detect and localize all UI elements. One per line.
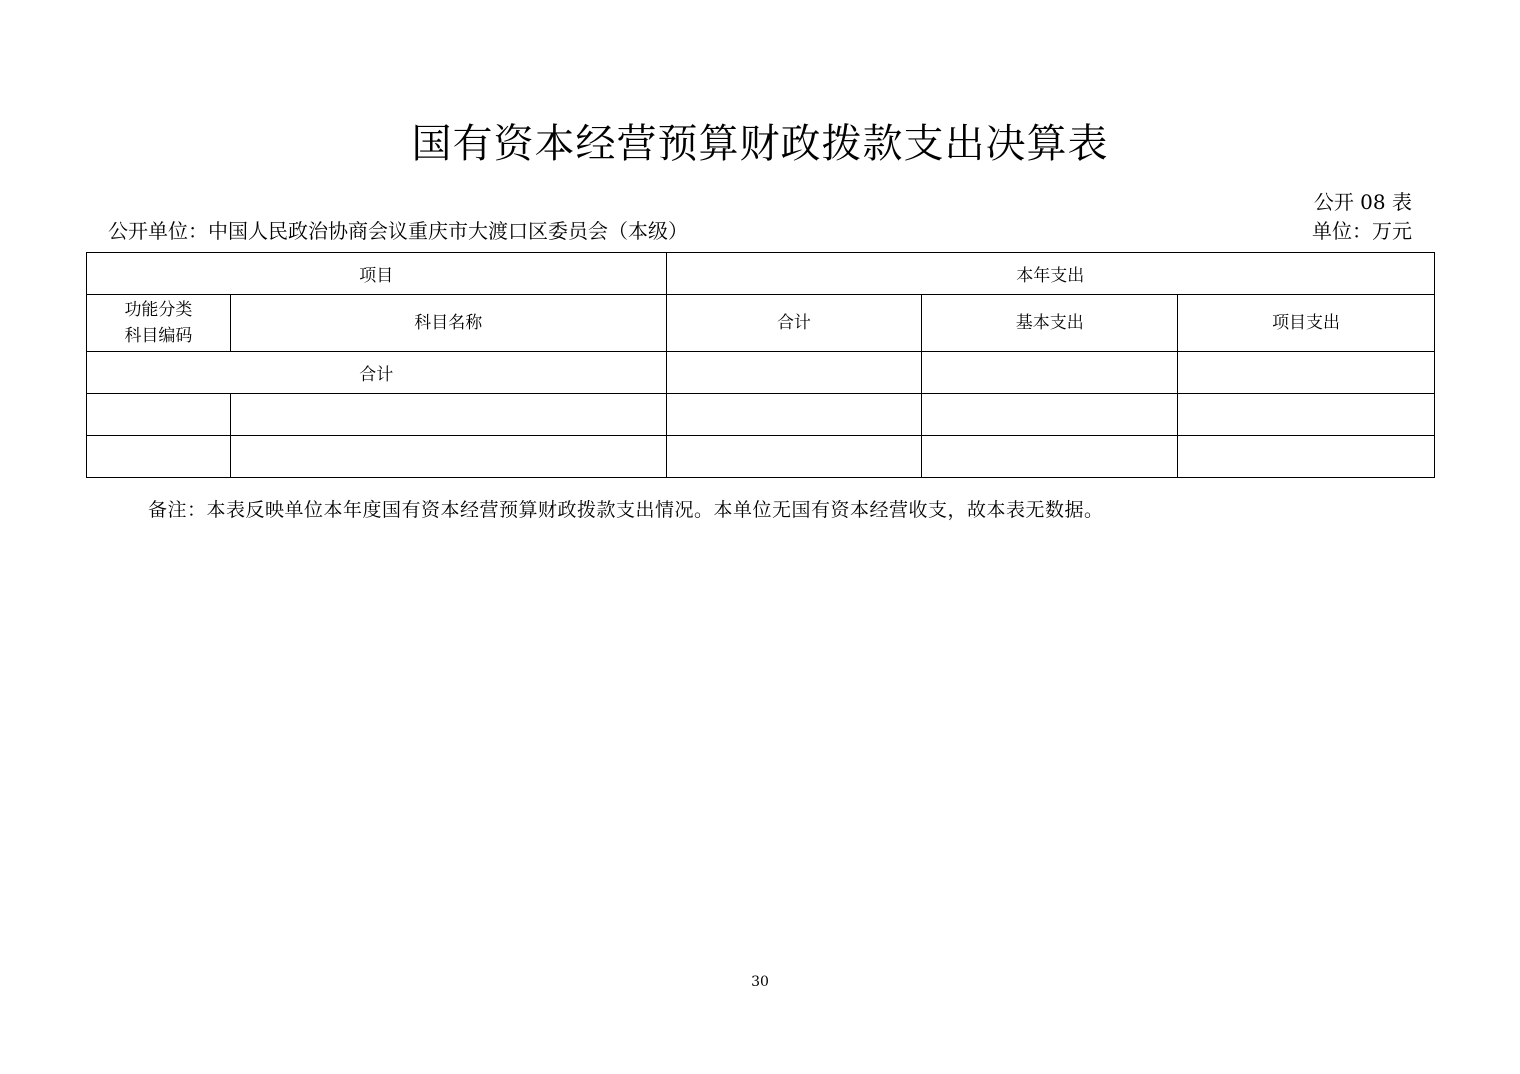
table-header-row: [87, 253, 1435, 295]
total-row: [87, 352, 1435, 394]
total-row-label: 合计: [87, 352, 667, 394]
reporting-unit: 公开单位：中国人民政治协商会议重庆市大渡口区委员会（本级）: [108, 219, 688, 243]
form-number: 公开 08 表: [1313, 190, 1412, 214]
budget-table: [86, 252, 1435, 478]
page-number: 30: [751, 974, 769, 990]
header-function-code: [87, 295, 231, 352]
header-project-expense: 项目支出: [1178, 295, 1435, 352]
total-row-project: [1178, 352, 1435, 394]
header-total: 合计: [666, 295, 922, 352]
header-subject-name: 科目名称: [230, 295, 666, 352]
table-row: [87, 394, 1435, 436]
remark-note: 备注：本表反映单位本年度国有资本经营预算财政拨款支出情况。本单位无国有资本经营收支，故本表无数据。: [148, 499, 1104, 521]
total-row-basic: [922, 352, 1178, 394]
row-basic: [922, 394, 1178, 436]
row-code: [87, 436, 231, 478]
row-project: [1178, 436, 1435, 478]
row-code: [87, 394, 231, 436]
row-name: [230, 394, 666, 436]
row-basic: [922, 436, 1178, 478]
row-name: [230, 436, 666, 478]
page-title: 国有资本经营预算财政拨款支出决算表: [411, 121, 1109, 167]
header-expense: 本年支出: [666, 253, 1434, 295]
table-row: [87, 436, 1435, 478]
money-unit: 单位：万元: [1312, 219, 1412, 243]
header-basic-expense: 基本支出: [922, 295, 1178, 352]
header-function-code-line2: 科目编码: [124, 326, 193, 346]
header-item: 项目: [87, 253, 667, 295]
table-subheader-row: [87, 295, 1435, 352]
row-total: [666, 436, 922, 478]
row-project: [1178, 394, 1435, 436]
total-row-total: [666, 352, 922, 394]
row-total: [666, 394, 922, 436]
header-function-code-line1: 功能分类: [124, 300, 193, 320]
